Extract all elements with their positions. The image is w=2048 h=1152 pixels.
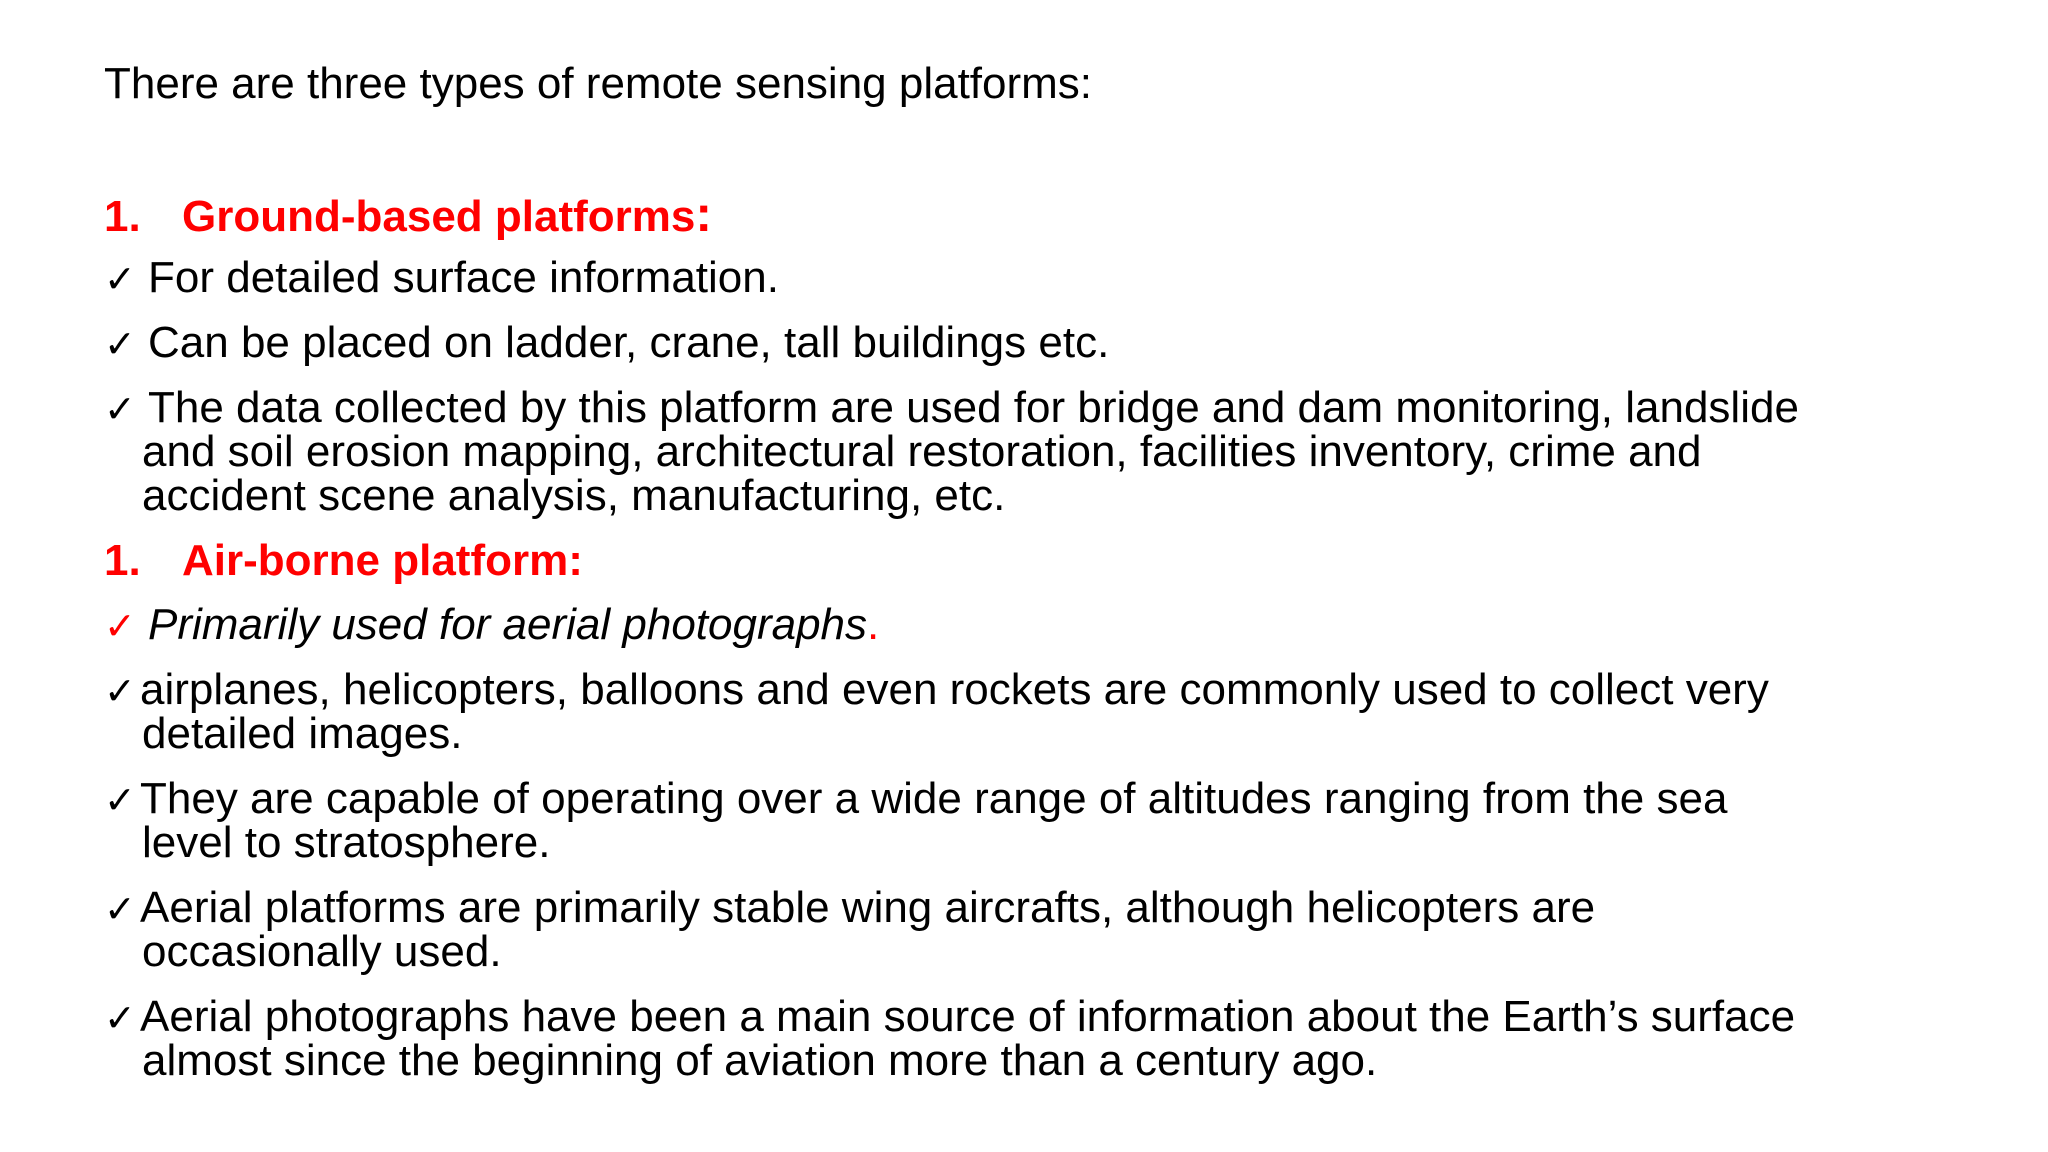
list-item [104, 992, 1796, 1041]
list-item-continuation: accident scene analysis, manufacturing, etc. [142, 471, 1006, 520]
list-item-text: Can be placed on ladder, crane, tall buildings etc. [148, 318, 1110, 367]
list-item-text: Primarily used for aerial photographs [148, 600, 868, 649]
section-number: 1. [104, 536, 141, 585]
check-icon: ✓ [104, 322, 136, 366]
list-item-continuation: level to stratosphere. [142, 818, 551, 867]
list-item [104, 318, 1110, 367]
check-icon: ✓ [104, 778, 136, 822]
list-item [104, 883, 1596, 932]
list-item-text: They are capable of operating over a wide range of altitudes ranging from the sea [140, 774, 1728, 823]
list-item-continuation: and soil erosion mapping, architectural restoration, facilities inventory, crime and [142, 427, 1702, 476]
check-icon: ✓ [104, 887, 136, 931]
check-icon: ✓ [104, 604, 136, 648]
list-item-text: airplanes, helicopters, balloons and even rockets are commonly used to collect very [140, 665, 1769, 714]
section-colon: : [695, 186, 713, 242]
list-item [104, 600, 880, 649]
list-item [104, 383, 1799, 432]
list-item-continuation: almost since the beginning of aviation more than a century ago. [142, 1036, 1378, 1085]
list-item [104, 253, 779, 302]
list-item-text: For detailed surface information. [148, 253, 779, 302]
check-icon: ✓ [104, 387, 136, 431]
intro-text: There are three types of remote sensing platforms: [104, 59, 1093, 108]
check-icon: ✓ [104, 257, 136, 301]
check-icon: ✓ [104, 669, 136, 713]
section-heading-airborne [104, 536, 583, 585]
list-item-continuation: detailed images. [142, 709, 463, 758]
list-item [104, 665, 1769, 714]
section-title: Air-borne platform: [182, 536, 583, 585]
check-icon: ✓ [104, 996, 136, 1040]
list-item-text: Aerial platforms are primarily stable wing aircrafts, although helicopters are [140, 883, 1596, 932]
list-item-text: The data collected by this platform are used for bridge and dam monitoring, landslide [148, 383, 1799, 432]
list-item-period: . [867, 600, 880, 649]
section-title: Ground-based platforms [182, 192, 696, 241]
list-item-text: Aerial photographs have been a main source of information about the Earth’s surface [140, 992, 1796, 1041]
list-item-continuation: occasionally used. [142, 927, 502, 976]
section-heading-ground [104, 186, 713, 242]
section-number: 1. [104, 192, 141, 241]
list-item [104, 774, 1728, 823]
